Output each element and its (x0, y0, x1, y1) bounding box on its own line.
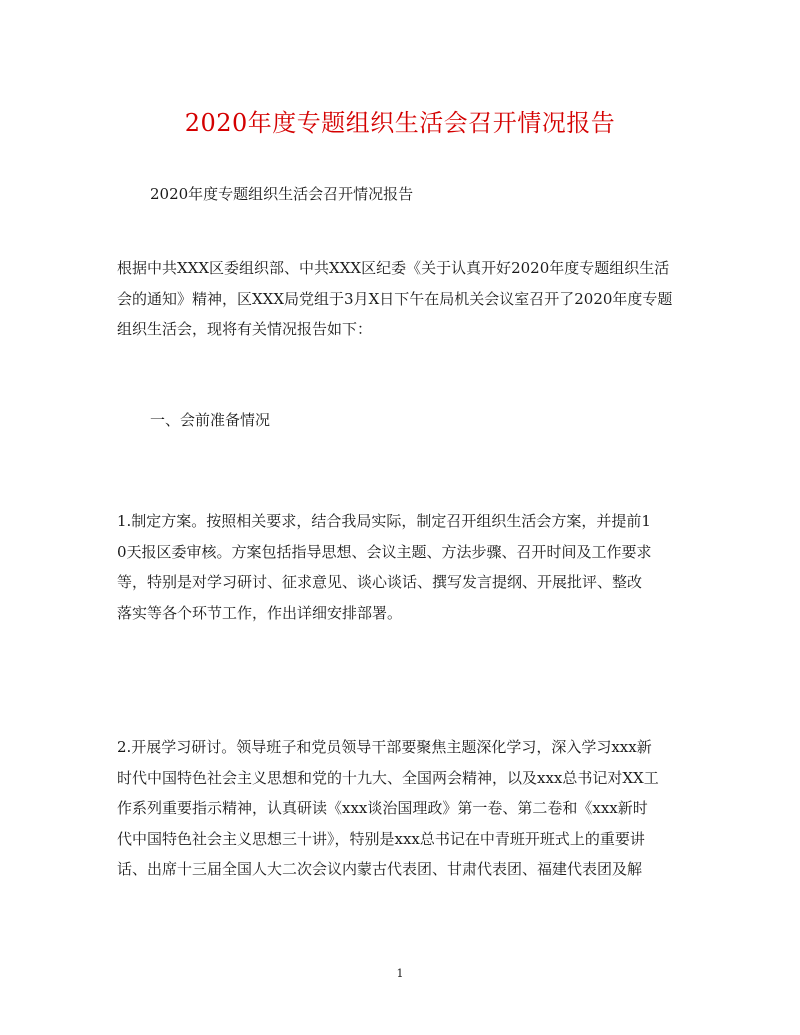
text-line: 作系列重要指示精神，认真研读《xxx谈治国理政》第一卷、第二卷和《xxx新时 (117, 799, 648, 817)
item-2-paragraph (117, 732, 695, 885)
item-1-paragraph (117, 506, 695, 628)
text-line: 话、出席十三届全国人大二次会议内蒙古代表团、甘肃代表团、福建代表团及解 (117, 860, 643, 878)
text-line: 1.制定方案。按照相关要求，结合我局实际，制定召开组织生活会方案，并提前1 (117, 512, 651, 530)
page-number: 1 (396, 967, 404, 980)
text-line: 0天报区委审核。方案包括指导思想、会议主题、方法步骤、召开时间及工作要求 (117, 542, 652, 561)
text-line: 代中国特色社会主义思想三十讲》，特别是xxx总书记在中青班开班式上的重要讲 (117, 829, 645, 848)
text-line: 落实等各个环节工作，作出详细安排部署。 (117, 603, 403, 622)
text-line: 2.开展学习研讨。领导班子和党员领导干部要聚焦主题深化学习，深入学习xxx新 (117, 738, 652, 756)
document-subtitle: 2020年度专题组织生活会召开情况报告 (150, 185, 414, 203)
text-line: 等，特别是对学习研讨、征求意见、谈心谈话、撰写发言提纲、开展批评、整改 (117, 573, 643, 591)
text-line: 会的通知》精神，区XXX局党组于3月X日下午在局机关会议室召开了2020年度专题 (117, 289, 673, 308)
text-line: 组织生活会，现将有关情况报告如下： (117, 320, 373, 338)
document-title: 2020年度专题组织生活会召开情况报告 (184, 109, 616, 137)
text-line: 时代中国特色社会主义思想和党的十九大、全国两会精神，以及xxx总书记对XX工 (117, 768, 659, 787)
intro-paragraph (117, 253, 695, 345)
section-heading: 一、会前准备情况 (150, 411, 271, 429)
text-line: 根据中共XXX区委组织部、中共XXX区纪委《关于认真开好2020年度专题组织生活 (117, 259, 670, 277)
